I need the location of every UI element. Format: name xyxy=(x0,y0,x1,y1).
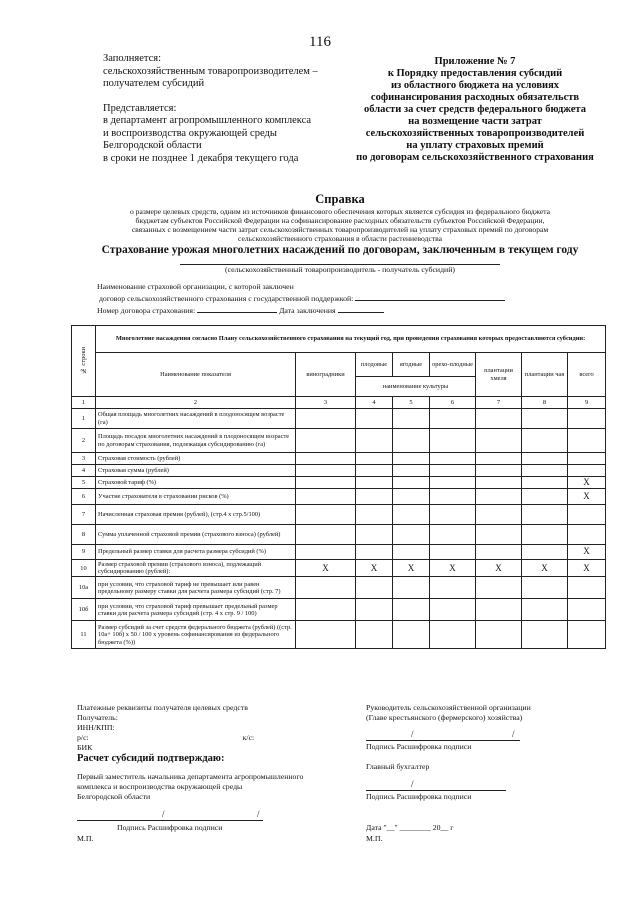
value-cell[interactable] xyxy=(356,621,393,649)
value-cell[interactable] xyxy=(356,409,393,429)
value-cell[interactable] xyxy=(522,621,568,649)
column-number: 9 xyxy=(568,397,606,409)
table-row xyxy=(72,477,606,489)
not-applicable-mark: X xyxy=(568,545,606,560)
column-numbers-row xyxy=(72,397,606,409)
value-cell[interactable] xyxy=(356,599,393,621)
value-cell[interactable] xyxy=(296,409,356,429)
value-cell[interactable] xyxy=(356,429,393,453)
value-cell[interactable] xyxy=(476,409,522,429)
recipient-label: Получатель: xyxy=(77,713,118,722)
appendix-line: из областного бюджета на условиях xyxy=(390,80,560,91)
value-cell[interactable] xyxy=(476,453,522,465)
value-cell[interactable] xyxy=(393,621,430,649)
column-number: 5 xyxy=(393,397,430,409)
value-cell[interactable] xyxy=(296,477,356,489)
not-applicable-mark: X xyxy=(522,560,568,577)
row-number: 7 xyxy=(72,505,96,525)
payment-requisites xyxy=(77,703,254,753)
fill-line: сельскохозяйственным товаропроизводителем – xyxy=(103,65,318,77)
head-signature-caption: Подпись Расшифровка подписи xyxy=(366,742,472,751)
indicator-label: Участие страхователя в страховании рисков (%) xyxy=(96,489,296,505)
indicator-label: Предельный размер ставки для расчета размера субсидий (%) xyxy=(96,545,296,560)
official-signature-line[interactable]: / / xyxy=(77,812,263,821)
value-cell[interactable] xyxy=(296,545,356,560)
indicator-label: при условии, что страховой тариф не превышает или равен предельному размеру ставки для расчета размера субсидий (стр. 7) xyxy=(96,577,296,599)
submit-line: и воспроизводства окружающей среды xyxy=(103,127,277,139)
table-row xyxy=(72,577,606,599)
submit-line: в департамент агропромышленного комплекса xyxy=(103,115,312,126)
crop-name-header: наименование культуры xyxy=(356,377,476,397)
column-number: 1 xyxy=(72,397,96,409)
col-hops-header: плантации хмеля xyxy=(476,353,522,397)
official-line: Белгородской области xyxy=(77,792,151,801)
value-cell[interactable] xyxy=(476,525,522,545)
value-cell[interactable] xyxy=(356,545,393,560)
value-cell[interactable] xyxy=(393,489,430,505)
indicator-header: Наименование показателя xyxy=(96,353,296,397)
value-cell[interactable] xyxy=(296,599,356,621)
value-cell[interactable] xyxy=(568,621,606,649)
row-number: 6 xyxy=(72,489,96,505)
indicator-label: Страховая сумма (рублей) xyxy=(96,465,296,477)
appendix-line: по договорам сельскохозяйственного страхования xyxy=(356,152,594,163)
value-cell[interactable] xyxy=(296,465,356,477)
indicator-label: Размер страховой премии (страхового взноса), подлежащий субсидированию (рублей): xyxy=(96,560,296,577)
insurance-info xyxy=(97,282,505,316)
value-cell[interactable] xyxy=(522,577,568,599)
value-cell[interactable] xyxy=(393,465,430,477)
stamp-label: М.П. xyxy=(77,834,94,843)
title-block xyxy=(80,192,600,274)
official-line: комплекса и воспроизводства окружающей среды xyxy=(77,782,243,791)
value-cell[interactable] xyxy=(522,545,568,560)
value-cell[interactable] xyxy=(430,465,476,477)
appendix-line: Приложение № 7 xyxy=(434,56,516,67)
indicator-label: Начисленная страховая премия (рублей), (стр.4 х стр.5/100) xyxy=(96,505,296,525)
head-line: (Главе крестьянского (фермерского) хозяйства) xyxy=(366,713,523,722)
official-line: Первый заместитель начальника департамента агропромышленного xyxy=(77,772,304,781)
value-cell[interactable] xyxy=(356,465,393,477)
value-cell[interactable] xyxy=(522,525,568,545)
value-cell[interactable] xyxy=(430,477,476,489)
value-cell[interactable] xyxy=(393,525,430,545)
table-row xyxy=(72,429,606,453)
corr-account-label: к/с: xyxy=(242,733,255,742)
value-cell[interactable] xyxy=(522,429,568,453)
row-number: 10а xyxy=(72,577,96,599)
column-number: 4 xyxy=(356,397,393,409)
value-cell[interactable] xyxy=(356,477,393,489)
value-cell[interactable] xyxy=(522,453,568,465)
value-cell[interactable] xyxy=(393,429,430,453)
not-applicable-mark: X xyxy=(476,560,522,577)
confirm-heading: Расчет субсидий подтверждаю: xyxy=(77,753,225,764)
column-number: 6 xyxy=(430,397,476,409)
table-row xyxy=(72,545,606,560)
value-cell[interactable] xyxy=(476,505,522,525)
value-cell[interactable] xyxy=(393,477,430,489)
table-row xyxy=(72,465,606,477)
col-seed-header: плодовые xyxy=(356,353,393,377)
indicator-label: при условии, что страховой тариф превышает предельный размер ставки для расчета размера субсидий (стр. 4 х стр. 9 / 100) xyxy=(96,599,296,621)
table-row xyxy=(72,560,606,577)
value-cell[interactable] xyxy=(430,545,476,560)
row-number: 11 xyxy=(72,621,96,649)
value-cell[interactable] xyxy=(476,599,522,621)
col-tea-header: плантации чая xyxy=(522,353,568,397)
value-cell[interactable] xyxy=(356,505,393,525)
appendix-line: к Порядку предоставления субсидий xyxy=(387,68,563,79)
row-number: 2 xyxy=(72,429,96,453)
row-number: 10б xyxy=(72,599,96,621)
col-nut-header: орехо-плодные xyxy=(430,353,476,377)
row-number: 5 xyxy=(72,477,96,489)
row-number: 9 xyxy=(72,545,96,560)
table-row xyxy=(72,505,606,525)
group-header: Многолетние насаждения согласно Плану сельскохозяйственного страхования на текущий год, при проведении страхования которых предоставляются субсидии: xyxy=(96,326,606,353)
value-cell[interactable] xyxy=(393,505,430,525)
appendix-line: области за счет средств федерального бюджета xyxy=(364,104,586,115)
submit-line: Белгородской области xyxy=(103,140,202,151)
value-cell[interactable] xyxy=(476,429,522,453)
value-cell[interactable] xyxy=(296,453,356,465)
value-cell[interactable] xyxy=(522,505,568,525)
value-cell[interactable] xyxy=(476,621,522,649)
value-cell[interactable] xyxy=(430,489,476,505)
table-row xyxy=(72,621,606,649)
subsidy-table xyxy=(71,325,606,649)
accountant-signature-line[interactable]: / xyxy=(366,782,506,791)
value-cell[interactable] xyxy=(476,545,522,560)
value-cell[interactable] xyxy=(356,577,393,599)
row-number: 1 xyxy=(72,409,96,429)
value-cell[interactable] xyxy=(568,577,606,599)
document-title: Справка xyxy=(315,192,365,206)
contract-number-label: Номер договора страхования: xyxy=(97,306,196,315)
insurer-label: Наименование страховой организации, с которой заключен xyxy=(97,282,294,291)
accountant-label: Главный бухгалтер xyxy=(366,762,430,771)
value-cell[interactable] xyxy=(568,409,606,429)
document-subtitle: Страхование урожая многолетних насаждений по договорам, заключенным в текущем году xyxy=(101,244,579,256)
value-cell[interactable] xyxy=(522,409,568,429)
value-cell[interactable] xyxy=(430,409,476,429)
column-number: 8 xyxy=(522,397,568,409)
value-cell[interactable] xyxy=(522,477,568,489)
appendix-line: на уплату страховых премий xyxy=(406,140,544,151)
value-cell[interactable] xyxy=(568,429,606,453)
col-stone-header: ягодные xyxy=(393,353,430,377)
date-field[interactable]: Дата "__" ________ 20__ г xyxy=(366,823,454,832)
value-cell[interactable] xyxy=(393,545,430,560)
row-number: 8 xyxy=(72,525,96,545)
not-applicable-mark: X xyxy=(356,560,393,577)
head-signature-line[interactable]: / / xyxy=(366,732,520,741)
value-cell[interactable] xyxy=(393,409,430,429)
value-cell[interactable] xyxy=(393,599,430,621)
value-cell[interactable] xyxy=(296,577,356,599)
appendix-line: на возмещение части затрат xyxy=(408,116,542,127)
row-number: 4 xyxy=(72,465,96,477)
insurance-contract-label: договор сельскохозяйственного страхования с государственной поддержкой: xyxy=(98,294,354,303)
contract-date-field[interactable] xyxy=(338,304,384,313)
table-row xyxy=(72,453,606,465)
description-line: бюджетам субъектов Российской Федерации на софинансирование расходных обязательств субъектов Российской Федерации, xyxy=(135,216,545,225)
recipient-caption: (сельскохозяйственный товаропроизводитель - получатель субсидий) xyxy=(225,265,455,274)
head-block xyxy=(366,703,531,723)
value-cell[interactable] xyxy=(522,599,568,621)
indicator-label: Сумма уплаченной страховой премии (страхового взноса) (рублей) xyxy=(96,525,296,545)
description-line: связанных с возмещением части затрат сельскохозяйственных товаропроизводителей на уплату страховых премий по договорам xyxy=(131,225,549,234)
not-applicable-mark: X xyxy=(568,489,606,505)
value-cell[interactable] xyxy=(568,453,606,465)
indicator-label: Площадь посадок многолетних насаждений в плодоносящем возрасте по договорам страхования, подлежащая субсидированию (га) xyxy=(96,429,296,453)
value-cell[interactable] xyxy=(356,453,393,465)
value-cell[interactable] xyxy=(568,525,606,545)
value-cell[interactable] xyxy=(476,477,522,489)
value-cell[interactable] xyxy=(430,453,476,465)
value-cell[interactable] xyxy=(296,621,356,649)
column-number: 3 xyxy=(296,397,356,409)
col-total-header: всего xyxy=(568,353,606,397)
indicator-label: Общая площадь многолетних насаждений в плодоносящем возрасте (га) xyxy=(96,409,296,429)
not-applicable-mark: X xyxy=(568,560,606,577)
fill-line: получателем субсидий xyxy=(103,78,205,89)
indicator-label: Страховая стоимость (рублей) xyxy=(96,453,296,465)
column-number: 2 xyxy=(96,397,296,409)
accountant-signature-caption: Подпись Расшифровка подписи xyxy=(366,792,472,801)
not-applicable-mark: X xyxy=(568,477,606,489)
value-cell[interactable] xyxy=(430,525,476,545)
not-applicable-mark: X xyxy=(393,560,430,577)
inn-label: ИНН/КПП: xyxy=(77,723,115,732)
description-line: о размере целевых средств, одним из источников финансового обеспечения которых является субсидия из федерального бюджета xyxy=(129,207,551,216)
appendix-header xyxy=(340,56,610,164)
value-cell[interactable] xyxy=(476,489,522,505)
value-cell[interactable] xyxy=(430,621,476,649)
appendix-line: сельскохозяйственных товаропроизводителей xyxy=(365,128,585,139)
value-cell[interactable] xyxy=(430,505,476,525)
table-row xyxy=(72,409,606,429)
submit-label: Представляется: xyxy=(103,102,177,114)
value-cell[interactable] xyxy=(568,465,606,477)
value-cell[interactable] xyxy=(393,453,430,465)
value-cell[interactable] xyxy=(296,525,356,545)
appendix-line: софинансирования расходных обязательств xyxy=(370,92,580,103)
bik-label: БИК xyxy=(77,743,93,752)
official-signature-caption: Подпись Расшифровка подписи xyxy=(117,823,223,832)
row-number: 10 xyxy=(72,560,96,577)
left-header xyxy=(103,53,318,165)
table-row xyxy=(72,489,606,505)
stamp-label: М.П. xyxy=(366,834,383,843)
insurer-field[interactable] xyxy=(355,292,505,301)
row-number-header: № строки xyxy=(72,326,96,397)
not-applicable-mark: X xyxy=(296,560,356,577)
col-vineyards-header: виноградники xyxy=(296,353,356,397)
row-number: 3 xyxy=(72,453,96,465)
table-row xyxy=(72,525,606,545)
value-cell[interactable] xyxy=(430,429,476,453)
value-cell[interactable] xyxy=(356,525,393,545)
value-cell[interactable] xyxy=(522,489,568,505)
value-cell[interactable] xyxy=(393,577,430,599)
indicator-label: Страховой тариф (%) xyxy=(96,477,296,489)
table-row xyxy=(72,599,606,621)
page-number: 116 xyxy=(309,34,331,50)
value-cell[interactable] xyxy=(430,577,476,599)
requisites-label: Платежные реквизиты получателя целевых средств xyxy=(77,703,248,712)
contract-number-field[interactable] xyxy=(197,304,277,313)
table-body xyxy=(72,409,606,649)
official-block xyxy=(77,772,303,802)
column-number: 7 xyxy=(476,397,522,409)
value-cell[interactable] xyxy=(356,489,393,505)
value-cell[interactable] xyxy=(296,429,356,453)
value-cell[interactable] xyxy=(522,465,568,477)
indicator-label: Размер субсидий за счет средств федерального бюджета (рублей) ((стр. 10а+ 10б) х 50 / 100 х уровень софинансирования из федерального бюджета (%)) xyxy=(96,621,296,649)
head-line: Руководитель сельскохозяйственной организации xyxy=(366,703,531,712)
value-cell[interactable] xyxy=(296,505,356,525)
value-cell[interactable] xyxy=(568,599,606,621)
value-cell[interactable] xyxy=(476,465,522,477)
not-applicable-mark: X xyxy=(430,560,476,577)
value-cell[interactable] xyxy=(568,505,606,525)
value-cell[interactable] xyxy=(296,489,356,505)
fill-label: Заполняется: xyxy=(103,53,161,64)
contract-date-label: Дата заключения xyxy=(279,306,336,315)
description-line: сельскохозяйственного страхования в области растениеводства xyxy=(237,234,442,243)
value-cell[interactable] xyxy=(430,599,476,621)
value-cell[interactable] xyxy=(476,577,522,599)
account-label: р/с: xyxy=(77,733,89,742)
submit-line: в сроки не позднее 1 декабря текущего года xyxy=(103,152,299,164)
